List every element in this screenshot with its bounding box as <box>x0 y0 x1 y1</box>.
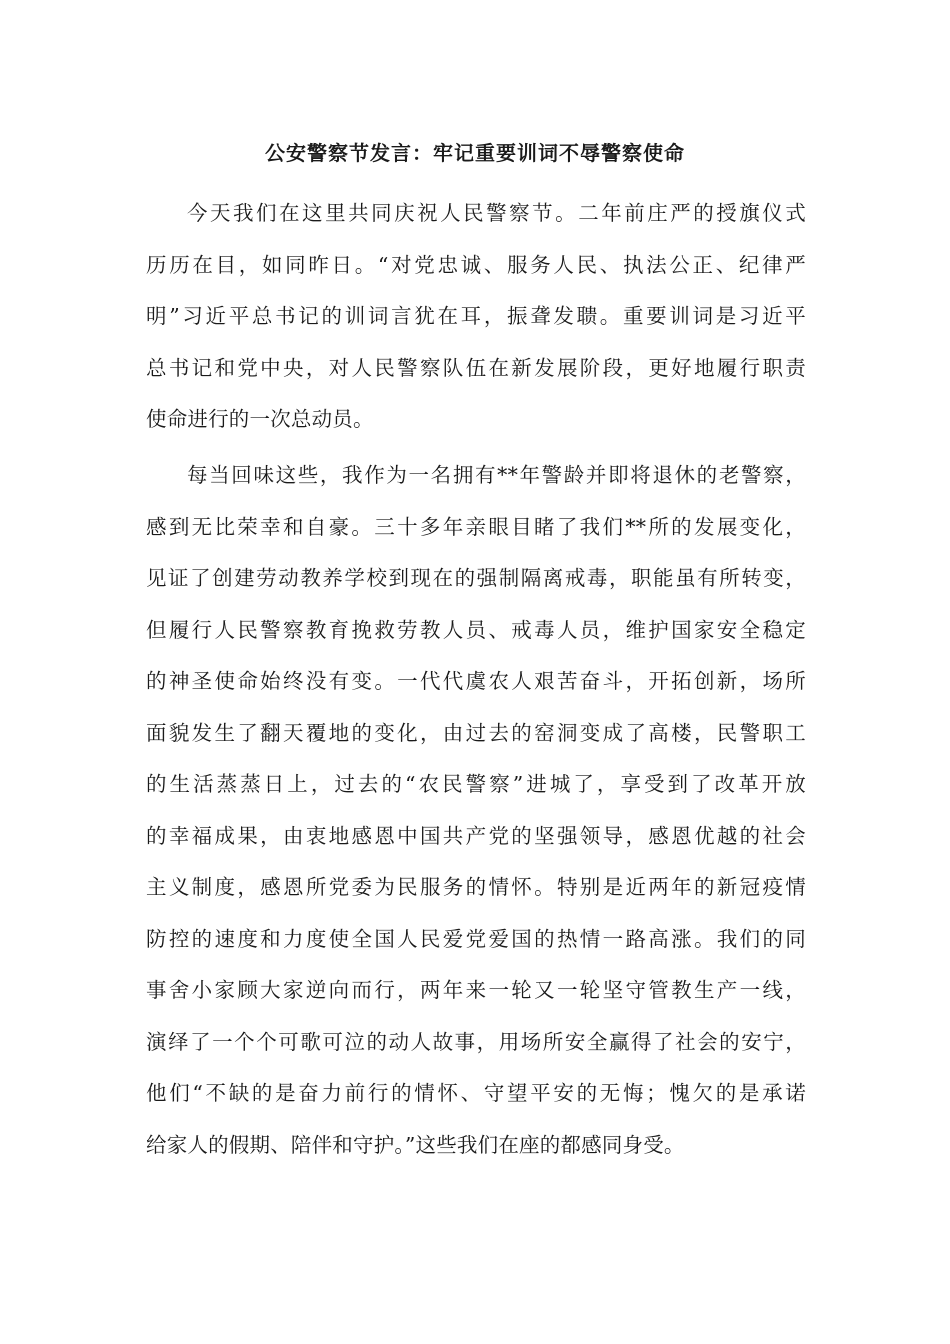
paragraph-line: 感到无比荣幸和自豪。三十多年亲眼目睹了我们**所的发展变化， <box>146 514 806 539</box>
paragraph-line: 防控的速度和力度使全国人民爱党爱国的热情一路高涨。我们的同 <box>146 926 806 951</box>
document-title: 公安警察节发言：牢记重要训词不辱警察使命 <box>265 141 685 165</box>
paragraph-line: 面貌发生了翻天覆地的变化，由过去的窑洞变成了高楼，民警职工 <box>146 720 806 745</box>
paragraph-line: 演绎了一个个可歌可泣的动人故事，用场所安全赢得了社会的安宁， <box>146 1029 806 1054</box>
paragraph-line: 但履行人民警察教育挽救劳教人员、戒毒人员，维护国家安全稳定 <box>146 617 806 642</box>
paragraph-line: 给家人的假期、陪伴和守护。”这些我们在座的都感同身受。 <box>146 1132 685 1157</box>
paragraph-1 <box>146 188 806 446</box>
paragraph-line: 的幸福成果，由衷地感恩中国共产党的坚强领导，感恩优越的社会 <box>146 823 806 848</box>
paragraph-line: 的生活蒸蒸日上，过去的“农民警察”进城了，享受到了改革开放 <box>146 772 806 796</box>
paragraph-line: 使命进行的一次总动员。 <box>146 407 374 431</box>
paragraph-line: 历历在目，如同昨日。“对党忠诚、服务人民、执法公正、纪律严 <box>146 252 806 277</box>
paragraph-line: 每当回味这些，我作为一名拥有**年警龄并即将退休的老警察， <box>187 463 806 487</box>
paragraph-line: 今天我们在这里共同庆祝人民警察节。二年前庄严的授旗仪式 <box>187 201 806 225</box>
paragraph-2 <box>146 450 806 1171</box>
paragraph-line: 的神圣使命始终没有变。一代代虞农人艰苦奋斗，开拓创新，场所 <box>146 669 806 693</box>
paragraph-line: 明”习近平总书记的训词言犹在耳，振聋发聩。重要训词是习近平 <box>146 304 806 328</box>
paragraph-line: 事舍小家顾大家逆向而行，两年来一轮又一轮坚守管教生产一线， <box>146 978 806 1002</box>
paragraph-line: 主义制度，感恩所党委为民服务的情怀。特别是近两年的新冠疫情 <box>146 875 806 899</box>
paragraph-line: 他们“不缺的是奋力前行的情怀、守望平安的无悔；愧欠的是承诺 <box>146 1081 806 1105</box>
paragraph-line: 总书记和党中央，对人民警察队伍在新发展阶段，更好地履行职责 <box>146 355 806 380</box>
paragraph-line: 见证了创建劳动教养学校到现在的强制隔离戒毒，职能虽有所转变， <box>146 566 806 590</box>
